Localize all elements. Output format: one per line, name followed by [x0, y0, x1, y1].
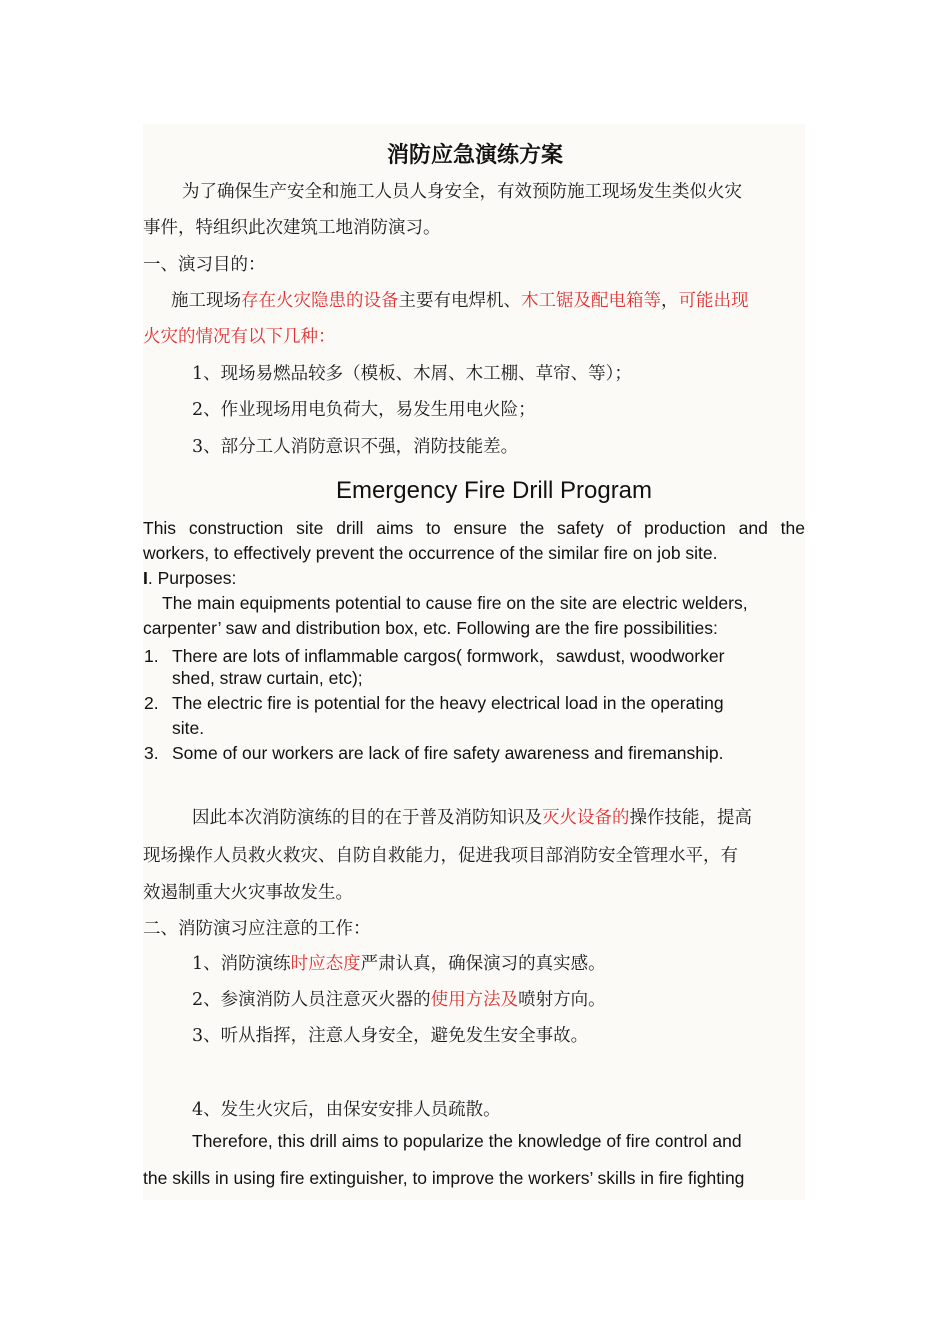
section1-heading-zh: 一、演习目的：	[143, 255, 266, 275]
intro-zh-line1: 为了确保生产安全和施工人员人身安全，有效预防施工现场发生类似火灾	[182, 182, 742, 202]
purpose-zh-line2: 火灾的情况有以下几种：	[143, 327, 336, 347]
risk-zh-1: 1、现场易燃品较多（模板、木屑、木工棚、草帘、等）；	[192, 364, 632, 384]
intro-en-line2: workers, to effectively prevent the occurrence of the similar fire on job site.	[143, 543, 718, 563]
intro-en-line1: This construction site drill aims to ensure the safety of production and the	[143, 518, 805, 538]
title-en: Emergency Fire Drill Program	[335, 477, 653, 504]
intro-zh-line2: 事件，特组织此次建筑工地消防演习。	[143, 218, 441, 238]
aim-zh-line2: 现场操作人员救火救灾、自防自救能力，促进我项目部消防安全管理水平，有	[143, 846, 738, 866]
purpose-en-line1: The main equipments potential to cause fire on the site are electric welders,	[162, 593, 748, 613]
purpose-en-line2: carpenter’ saw and distribution box, etc. Following are the fire possibilities:	[143, 618, 718, 638]
risk-en-1-cont: shed, straw curtain, etc);	[172, 668, 363, 688]
aim-zh-line3: 效遏制重大火灾事故发生。	[143, 883, 353, 903]
note-zh-2: 2、参演消防人员注意灭火器的使用方法及喷射方向。	[192, 990, 606, 1010]
note-zh-3: 3、听从指挥，注意人身安全，避免发生安全事故。	[192, 1026, 589, 1046]
risk-en-2-cont: site.	[172, 718, 205, 738]
aim-zh-line1: 因此本次消防演练的目的在于普及消防知识及灭火设备的操作技能，提高	[192, 808, 752, 828]
risk-en-1: 1. There are lots of inflammable cargos( formwork，sawdust, woodworker	[144, 646, 725, 666]
aim-en-line2: the skills in using fire extinguisher, to improve the workers’ skills in fire fighting	[143, 1168, 745, 1188]
section1-heading-en: I. Purposes:	[143, 568, 237, 588]
risk-zh-3: 3、部分工人消防意识不强，消防技能差。	[192, 437, 519, 457]
risk-en-3: 3. Some of our workers are lack of fire safety awareness and firemanship.	[144, 743, 724, 763]
note-zh-1: 1、消防演练时应态度严肃认真，确保演习的真实感。	[192, 954, 606, 974]
aim-en-line1: Therefore, this drill aims to popularize the knowledge of fire control and	[192, 1131, 742, 1151]
section2-heading-zh: 二、消防演习应注意的工作：	[143, 919, 371, 939]
purpose-zh-line1: 施工现场存在火灾隐患的设备主要有电焊机、木工锯及配电箱等，可能出现	[171, 291, 749, 311]
note-zh-4: 4、发生火灾后，由保安安排人员疏散。	[192, 1100, 501, 1120]
risk-zh-2: 2、作业现场用电负荷大，易发生用电火险；	[192, 400, 536, 420]
risk-en-2: 2. The electric fire is potential for the heavy electrical load in the operating	[144, 693, 724, 713]
title-zh: 消防应急演练方案	[386, 143, 563, 168]
